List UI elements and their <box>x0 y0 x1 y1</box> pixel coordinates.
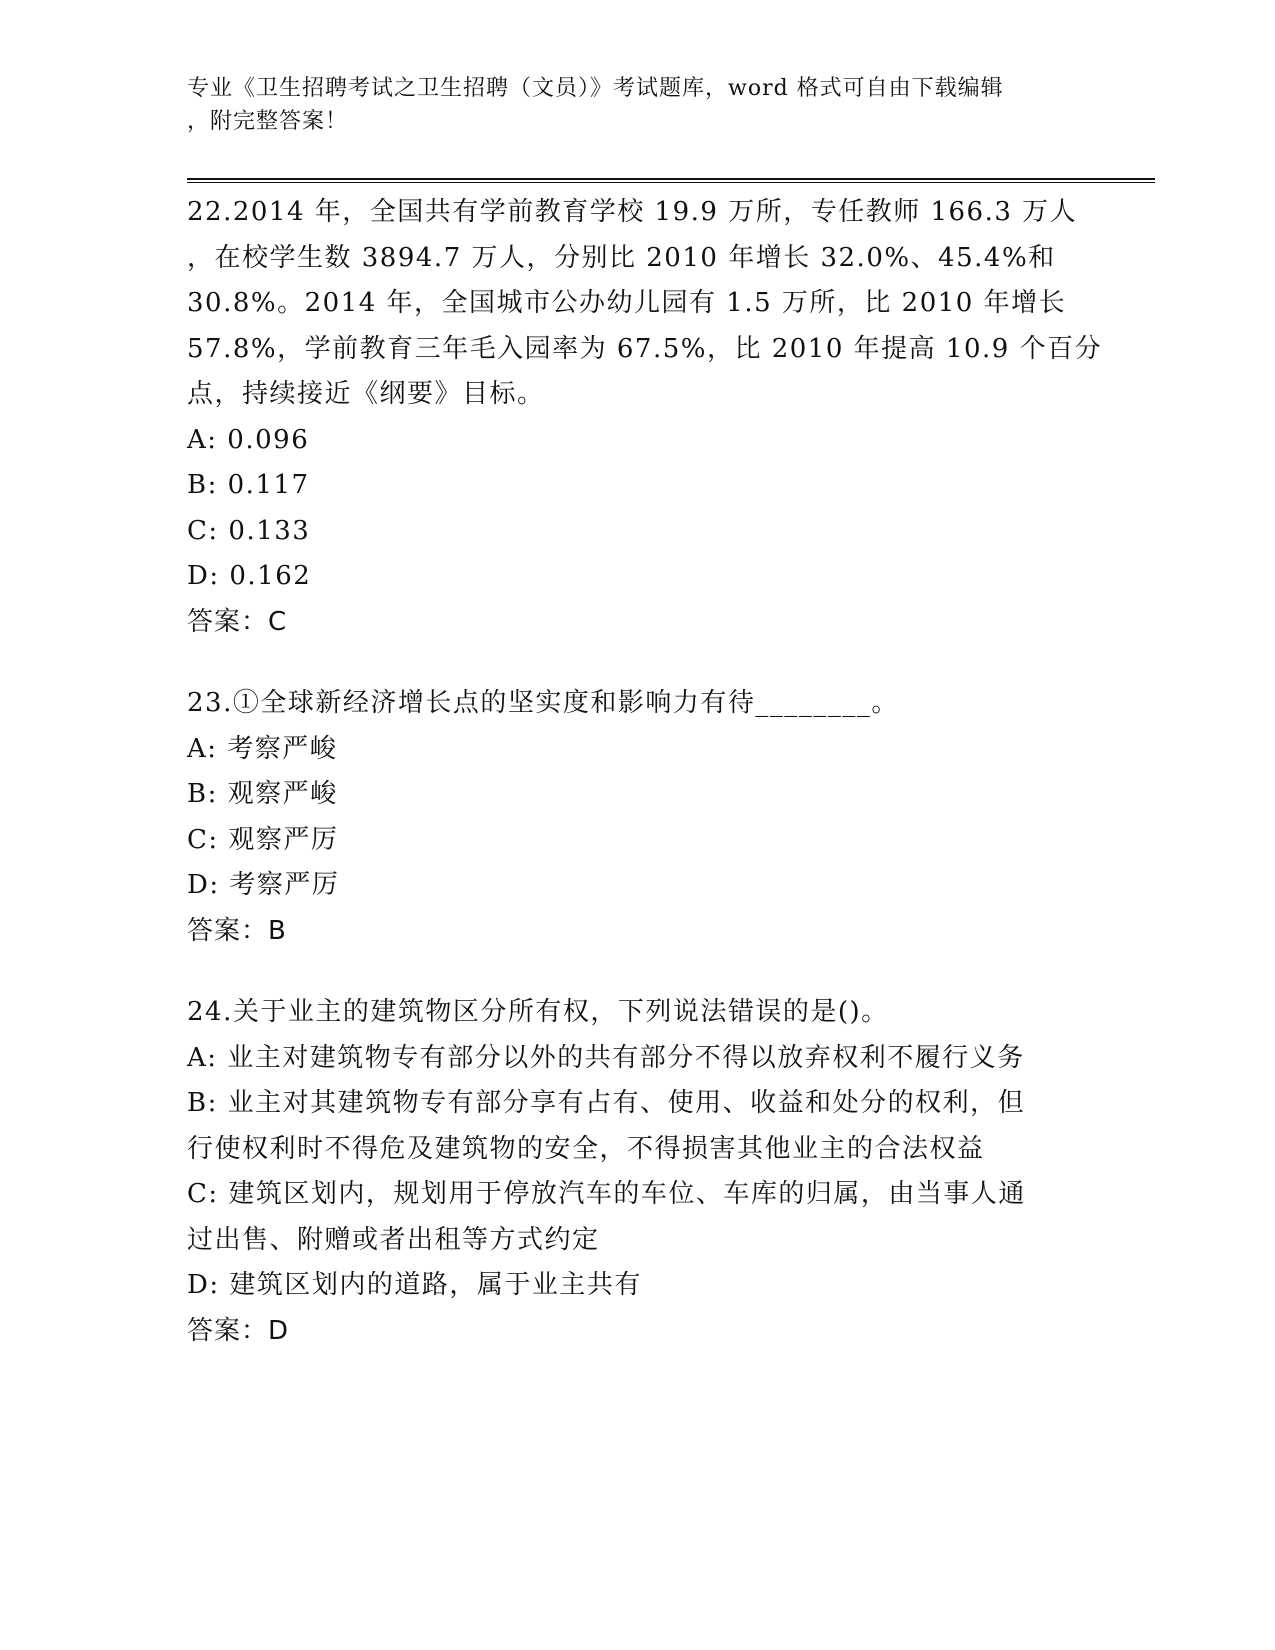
option-a: A: 0.096 <box>187 424 310 455</box>
question-24 <box>187 990 1077 1354</box>
answer-label: 答案：B <box>187 915 287 946</box>
header-line: ，附完整答案！ <box>187 109 349 134</box>
header-line: 专业《卫生招聘考试之卫生招聘（文员）》考试题库，word 格式可自由下载编辑 <box>187 76 1004 101</box>
question-stem-line: 点，持续接近《纲要》目标。 <box>187 379 545 409</box>
option-c: C: 观察严厉 <box>187 824 339 855</box>
question-stem-line: 57.8%，学前教育三年毛入园率为 67.5%，比 2010 年提高 10.9 个百分 <box>187 333 1103 364</box>
option-d: D: 建筑区划内的道路，属于业主共有 <box>187 1270 642 1300</box>
option-b-continued: 行使权利时不得危及建筑物的安全，不得损害其他业主的合法权益 <box>187 1133 985 1164</box>
question-stem-line: 23.①全球新经济增长点的坚实度和影响力有待________。 <box>187 688 899 718</box>
option-d: D: 0.162 <box>187 561 312 591</box>
header-divider <box>187 178 1155 183</box>
option-a: A: 考察严峻 <box>187 733 338 764</box>
question-22 <box>187 190 1103 645</box>
question-stem-line: 22.2014 年，全国共有学前教育学校 19.9 万所，专任教师 166.3 万人 <box>187 197 1078 227</box>
option-c: C: 建筑区划内，规划用于停放汽车的车位、车库的归属，由当事人通 <box>187 1179 1026 1209</box>
option-a: A: 业主对建筑物专有部分以外的共有部分不得以放弃权利不履行义务 <box>187 1042 1025 1073</box>
option-d: D: 考察严厉 <box>187 870 340 900</box>
question-stem-line: ，在校学生数 3894.7 万人，分别比 2010 年增长 32.0%、45.4%和 <box>187 242 1056 273</box>
option-c-continued: 过出售、附赠或者出租等方式约定 <box>187 1224 600 1255</box>
answer-label: 答案：C <box>187 606 288 637</box>
option-b: B: 0.117 <box>187 470 310 500</box>
question-stem-line: 30.8%。2014 年，全国城市公办幼儿园有 1.5 万所，比 2010 年增长 <box>187 288 1067 318</box>
question-stem-line: 24.关于业主的建筑物区分所有权，下列说法错误的是()。 <box>187 997 889 1027</box>
option-c: C: 0.133 <box>187 515 311 546</box>
question-23 <box>187 681 1077 954</box>
answer-label: 答案：D <box>187 1315 290 1346</box>
option-b: B: 业主对其建筑物专有部分享有占有、使用、收益和处分的权利，但 <box>187 1088 1026 1118</box>
question-list <box>187 190 1103 1390</box>
document-header <box>187 72 1067 138</box>
option-b: B: 观察严峻 <box>187 779 338 809</box>
